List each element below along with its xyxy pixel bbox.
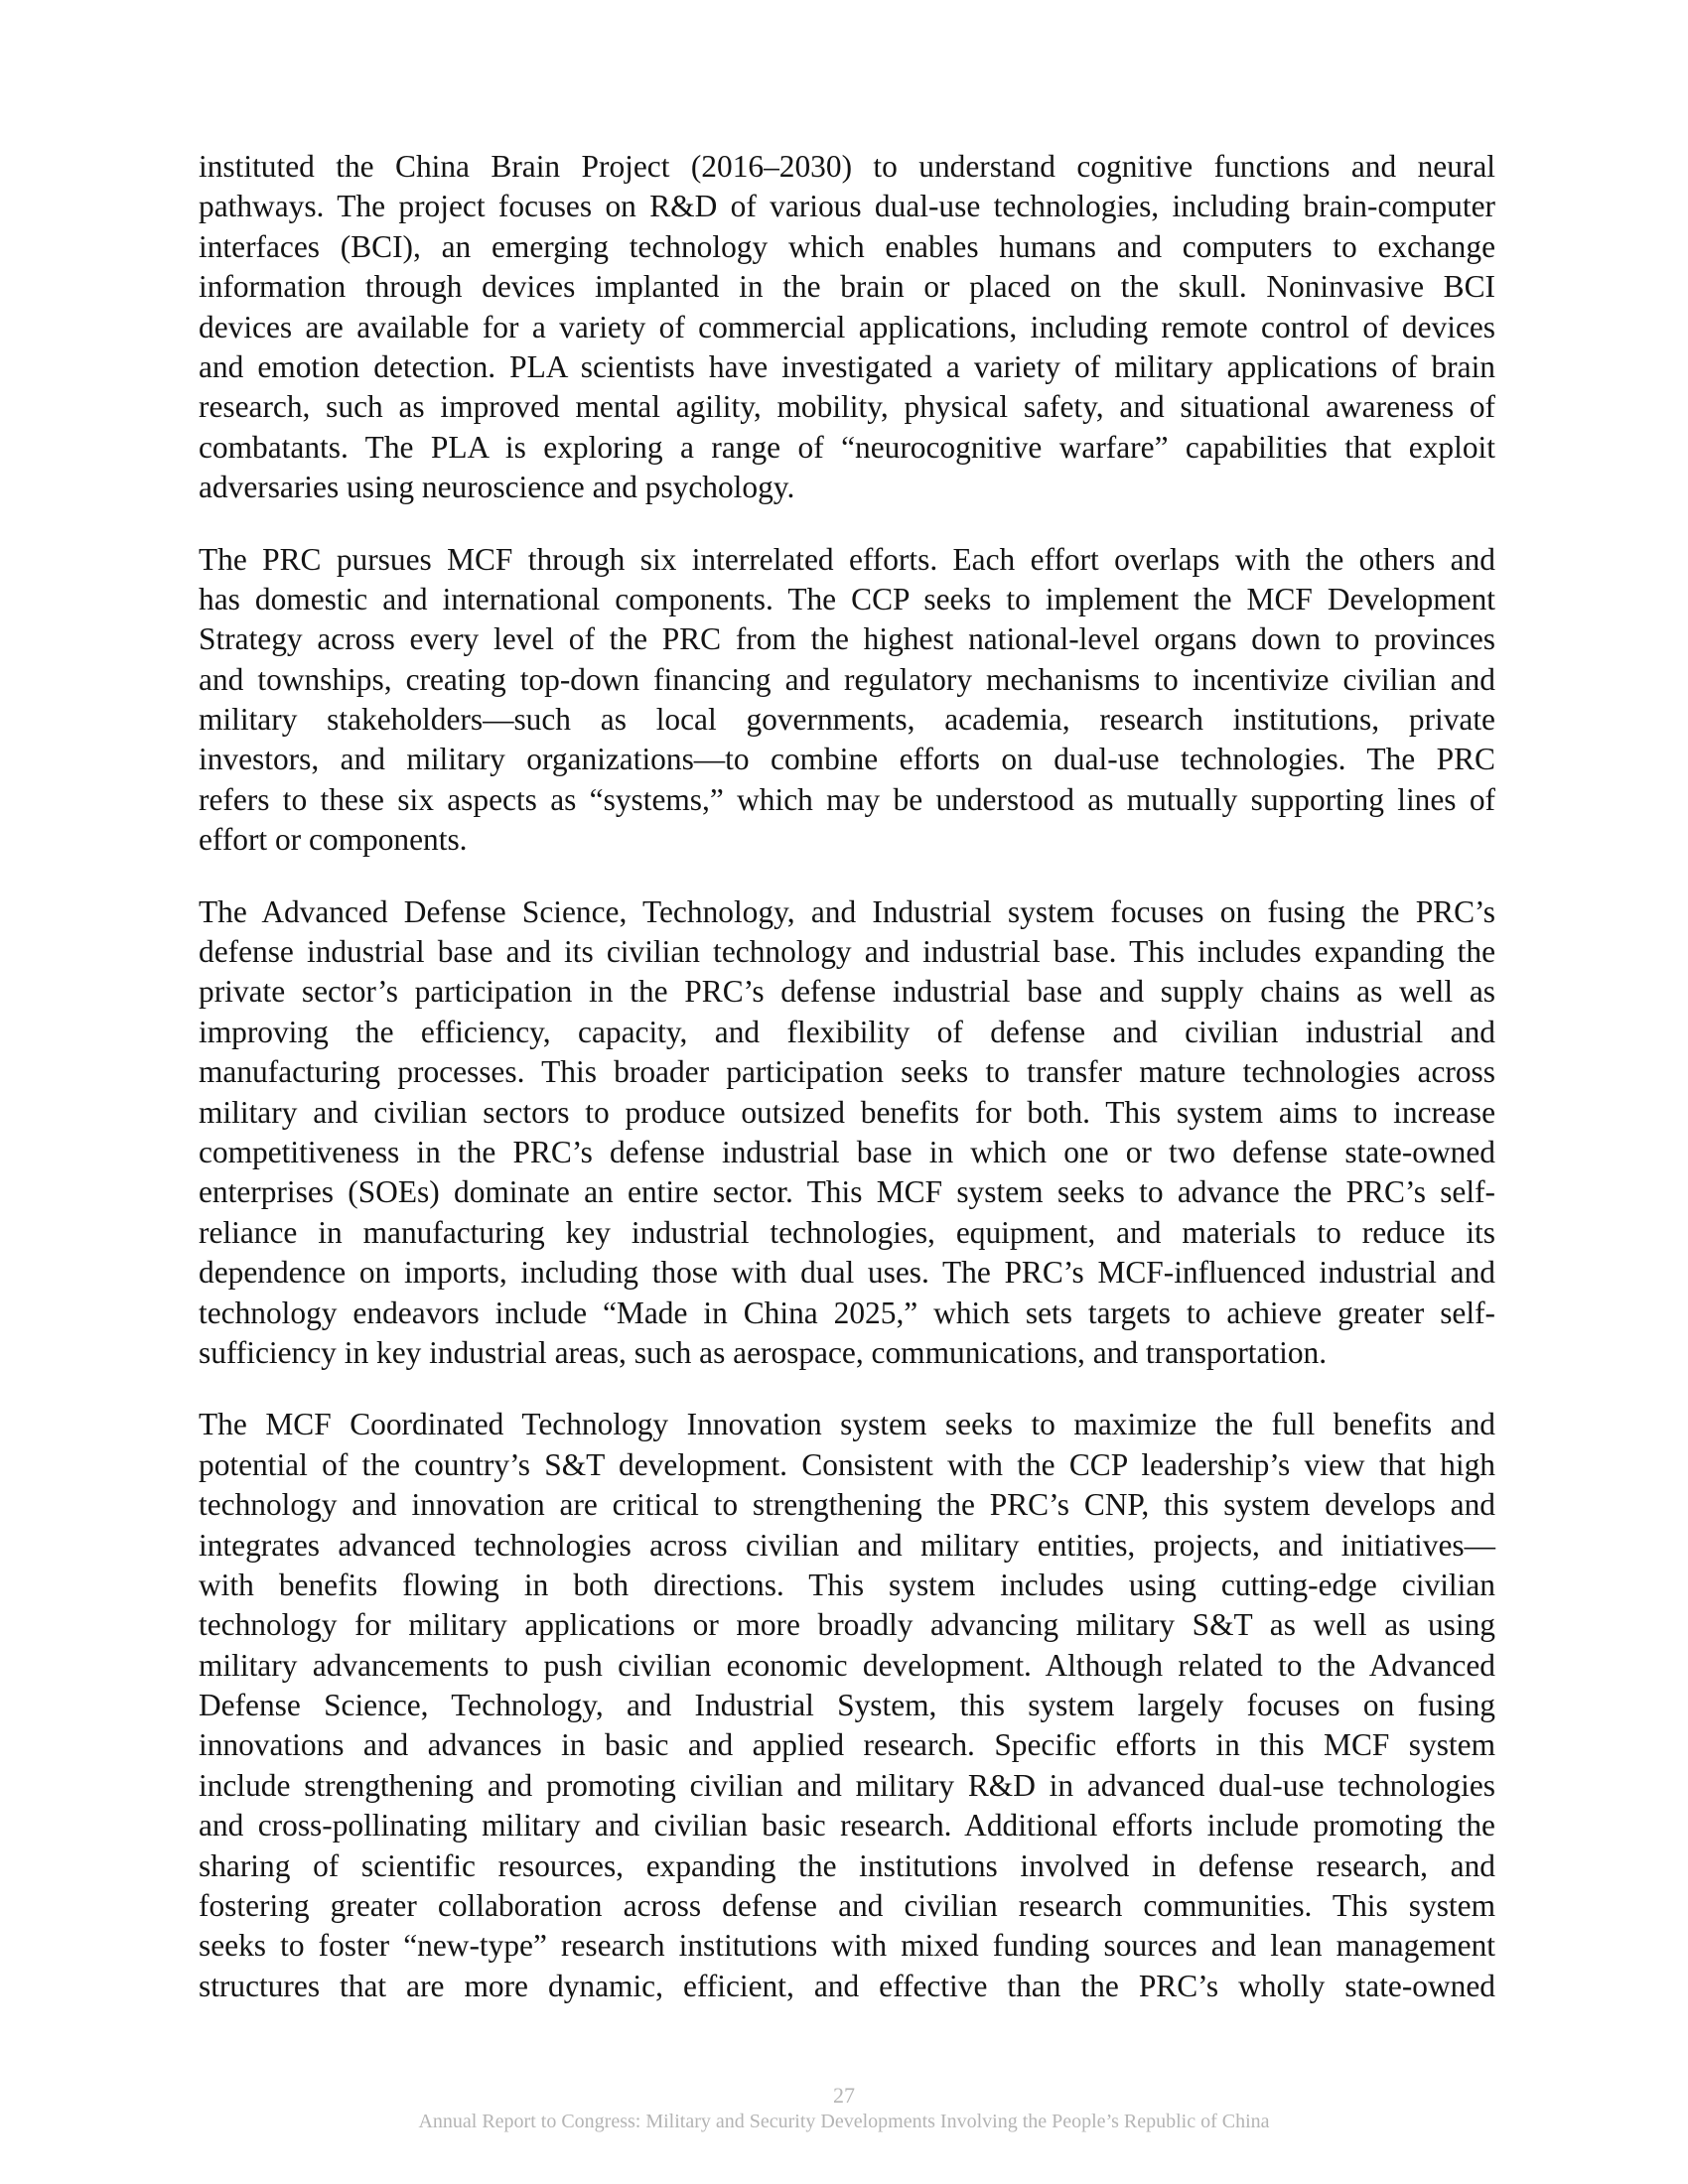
text-line: Defense Science, Technology, and Industrial System, this system largely focuses on fusing [199,1688,1495,1723]
text-line: The PRC pursues MCF through six interrelated efforts. Each effort overlaps with the others and [199,541,1495,577]
text-line: innovations and advances in basic and applied research. Specific efforts in this MCF system [199,1727,1495,1763]
text-line: combatants. The PLA is exploring a range of “neurocognitive warfare” capabilities that exploit [199,429,1495,465]
running-footer-title: Annual Report to Congress: Military and Security Developments Involving the People’s Republic of China [418,2111,1270,2132]
text-line: fostering greater collaboration across defense and civilian research communities. This system [199,1888,1495,1924]
text-line: has domestic and international components. The CCP seeks to implement the MCF Development [199,581,1495,616]
text-line: refers to these six aspects as “systems,” which may be understood as mutually supporting lines of [199,781,1495,817]
text-line: The MCF Coordinated Technology Innovation system seeks to maximize the full benefits and [199,1407,1495,1442]
text-line: research, such as improved mental agility, mobility, physical safety, and situational awareness of [199,389,1495,425]
text-line: and cross-pollinating military and civilian basic research. Additional efforts include promoting the [199,1808,1495,1843]
text-line: competitiveness in the PRC’s defense industrial base in which one or two defense state-owned [199,1134,1495,1169]
paragraph-advanced-defense-system [199,892,1495,1374]
text-line: potential of the country’s S&T development. Consistent with the CCP leadership’s view that high [199,1446,1495,1482]
page-number: 27 [833,2083,855,2108]
text-line: effort or components. [199,822,468,858]
text-line: with benefits flowing in both directions. This system includes using cutting-edge civilian [199,1567,1495,1602]
text-line: improving the efficiency, capacity, and flexibility of defense and civilian industrial and [199,1014,1495,1049]
text-line: technology endeavors include “Made in China 2025,” which sets targets to achieve greater self- [199,1295,1495,1330]
text-line: pathways. The project focuses on R&D of various dual-use technologies, including brain-computer [199,189,1495,224]
text-line: sufficiency in key industrial areas, such as aerospace, communications, and transportation. [199,1334,1328,1370]
text-line: sharing of scientific resources, expanding the institutions involved in defense research, and [199,1847,1495,1883]
text-line: military advancements to push civilian economic development. Although related to the Advanced [199,1647,1495,1683]
text-line: devices are available for a variety of commercial applications, including remote control of devices [199,309,1495,344]
paragraph-coordinated-technology-innovation [199,1405,1495,2006]
text-line: information through devices implanted in the brain or placed on the skull. Noninvasive BCI [199,269,1495,305]
text-line: enterprises (SOEs) dominate an entire sector. This MCF system seeks to advance the PRC’s self- [199,1174,1495,1210]
text-line: interfaces (BCI), an emerging technology which enables humans and computers to exchange [199,228,1495,264]
text-line: and townships, creating top-down financing and regulatory mechanisms to incentivize civilian and [199,661,1495,697]
text-line: structures that are more dynamic, efficient, and effective than the PRC’s wholly state-owned [199,1968,1495,2003]
text-line: military and civilian sectors to produce outsized benefits for both. This system aims to increase [199,1094,1495,1130]
text-line: manufacturing processes. This broader participation seeks to transfer mature technologies across [199,1054,1495,1090]
page-body [199,147,1495,2038]
text-line: dependence on imports, including those with dual uses. The PRC’s MCF-influenced industrial and [199,1255,1495,1291]
text-line: technology for military applications or more broadly advancing military S&T as well as using [199,1607,1495,1643]
text-line: include strengthening and promoting civilian and military R&D in advanced dual-use technologies [199,1767,1495,1803]
text-line: military stakeholders—such as local governments, academia, research institutions, private [199,702,1495,738]
text-line: seeks to foster “new-type” research institutions with mixed funding sources and lean management [199,1928,1495,1964]
text-line: reliance in manufacturing key industrial technologies, equipment, and materials to reduce its [199,1214,1495,1250]
text-line: private sector’s participation in the PRC’s defense industrial base and supply chains as well as [199,974,1495,1010]
text-line: defense industrial base and its civilian technology and industrial base. This includes expanding the [199,934,1495,970]
text-line: integrates advanced technologies across civilian and military entities, projects, and initiatives— [199,1527,1495,1563]
text-line: instituted the China Brain Project (2016–2030) to understand cognitive functions and neural [199,149,1495,184]
paragraph-mcf-six-efforts [199,540,1495,861]
text-line: The Advanced Defense Science, Technology, and Industrial system focuses on fusing the PRC’s [199,893,1495,929]
paragraph-china-brain-project [199,147,1495,508]
text-line: Strategy across every level of the PRC from the highest national-level organs down to provinces [199,621,1495,657]
text-line: and emotion detection. PLA scientists have investigated a variety of military applications of brain [199,348,1495,384]
text-line: technology and innovation are critical to strengthening the PRC’s CNP, this system develops and [199,1487,1495,1523]
text-line: investors, and military organizations—to combine efforts on dual-use technologies. The PRC [199,742,1495,777]
text-line: adversaries using neuroscience and psychology. [199,470,795,505]
